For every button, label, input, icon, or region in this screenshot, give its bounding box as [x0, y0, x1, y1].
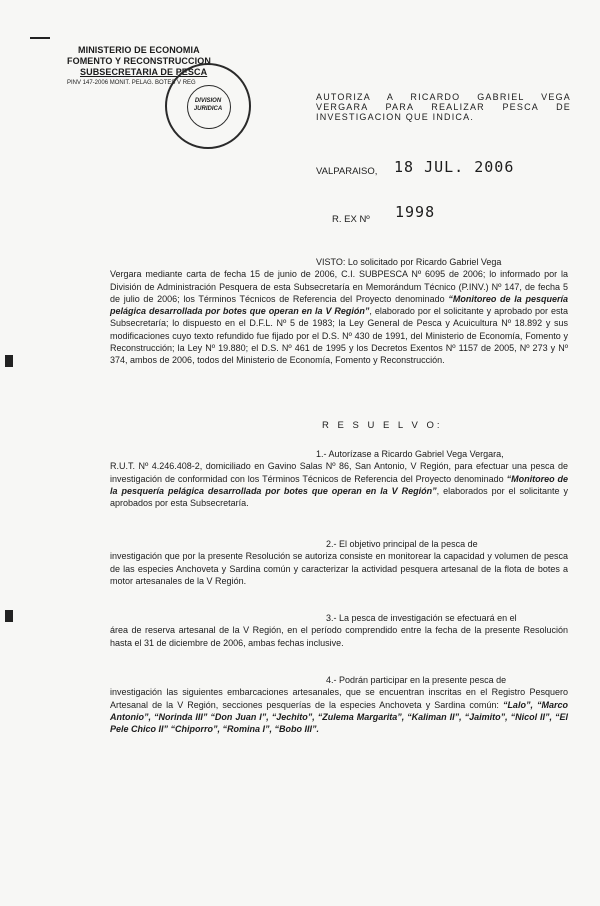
subsecretaria-line: SUBSECRETARIA DE PESCA	[80, 67, 208, 77]
article-2-first-line: 2.- El objetivo principal de la pesca de	[326, 539, 478, 549]
visto-paragraph	[110, 256, 568, 367]
article-2	[110, 538, 568, 587]
division-juridica-stamp	[165, 63, 251, 149]
article-4-vessel-list: “Lalo”, “Marco Antonio”, “Norinda III” “Don Juan I”, “Jechito”, “Zulema Margarita”, “Kaliman II”, “Jaimito”, “Nicol II”, “El Pele Chico II” “Chiporro”, “Romina I”, “Bobo III”.	[110, 699, 568, 735]
article-4-first-line: 4.- Podrán participar en la presente pesca de	[326, 675, 507, 685]
article-1-text-1: R.U.T. Nº 4.246.408-2, domiciliado en Gavino Salas Nº 86, San Antonio, V Región, para efectuar una pesca de investigación de conformidad con los Términos Técnicos de Referencia del Proyecto denominado	[110, 461, 568, 484]
article-2-text: investigación que por la presente Resolución se autoriza consiste en monitorear la capacidad y volumen de pesca de las especies Anchoveta y Sardina común y caracterizar la actividad pesquera artesanal de la flota de botes a motor artesanales de la V Región.	[110, 551, 568, 586]
visto-text-1: Vergara mediante carta de fecha 15 de junio de 2006, C.I. SUBPESCA Nº 6095 de 2006; lo informado por la División de Administración Pesquera de esta Subsecretaría en Memorándum Técnico (P.INV.) Nº 147, de fecha 5 de julio de 2006; los Términos Técnicos de Referencia del Proyecto denominado	[110, 269, 568, 304]
article-4	[110, 674, 568, 735]
ministry-line-2: FOMENTO Y RECONSTRUCCION	[67, 56, 211, 66]
article-1	[110, 448, 568, 509]
article-1-project-name: “Monitoreo de la pesquería pelágica desarrollada por botes que operan en la V Región”	[110, 473, 569, 496]
article-1-text-2: , elaborados por el solicitante y aprobados por esta Subsecretaría.	[110, 485, 569, 509]
visto-first-line: VISTO: Lo solicitado por Ricardo Gabriel Vega	[316, 257, 502, 267]
resolution-label: R. EX Nº	[332, 214, 370, 225]
scan-mark-left-2	[5, 610, 13, 622]
scan-mark-top	[30, 37, 50, 39]
resolution-date: 18 JUL. 2006	[394, 158, 515, 176]
article-3-text: área de reserva artesanal de la V Región, en el período comprendido entre la fecha de la presente Resolución hasta el 31 de diciembre de 2006, ambas fechas inclusive.	[110, 625, 568, 648]
stamp-line-2: JURIDICA	[193, 106, 223, 112]
document-title: AUTORIZA A RICARDO GABRIEL VEGA VERGARA PARA REALIZAR PESCA DE INVESTIGACION QUE INDICA.	[316, 92, 571, 122]
article-3	[110, 612, 568, 649]
resuelvo-heading: R E S U E L V O:	[322, 420, 443, 431]
article-4-text: investigación las siguientes embarcaciones artesanales, que se encuentran inscritas en el Registro Pesquero Artesanal de la V Región, secciones pesquerías de la especies Anchoveta y Sardina común:	[110, 687, 568, 710]
ministry-line-1: MINISTERIO DE ECONOMIA	[78, 45, 200, 55]
visto-project-name: “Monitoreo de la pesquería pelágica desarrollada por botes que operan en la V Región”	[110, 293, 569, 317]
resolution-number: 1998	[395, 203, 436, 221]
visto-text-2: , elaborado por el solicitante y aprobado por esta Subsecretaría; lo dispuesto en el D.F.L. Nº 5 de 1983; la Ley General de Pesca y Acuicultura Nº 18.892 y sus modificaciones cuyo texto refundido fue fijado por el D.S. Nº 430 de 1991, del Ministerio de Economía, Fomento y Reconstrucción; la Ley Nº 19.880; el D.S. Nº 461 de 1995 y los Decretos Exentos Nº 1157 de 2005, Nº 273 y Nº 374, ambos de 2006, todos del Ministerio de Economía, Fomento y Reconstrucción.	[110, 306, 568, 366]
stamp-line-1: DIVISION	[194, 98, 222, 104]
article-3-first-line: 3.- La pesca de investigación se efectuará en el	[326, 613, 517, 623]
reference-code: PINV 147-2006 MONIT. PELAG. BOTES V REG	[67, 80, 196, 86]
scan-mark-left-1	[5, 355, 13, 367]
article-1-first-line: 1.- Autorízase a Ricardo Gabriel Vega Vergara,	[316, 449, 504, 459]
place-label: VALPARAISO,	[316, 166, 378, 177]
